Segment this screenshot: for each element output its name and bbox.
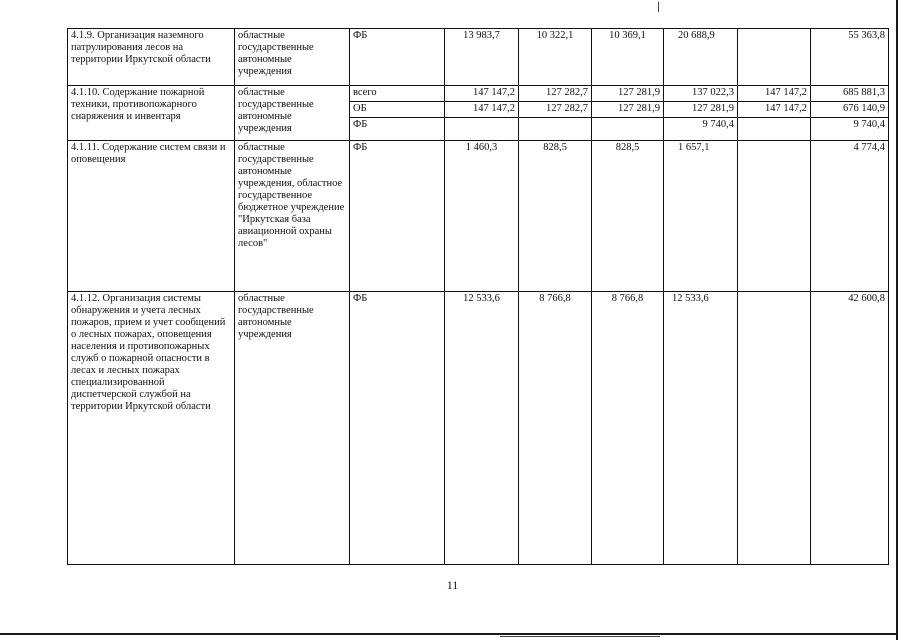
funding-source: всего: [350, 86, 445, 102]
value-cell: 127 281,9: [664, 102, 738, 118]
funding-source: ФБ: [350, 118, 445, 141]
value-cell: 127 281,9: [592, 102, 664, 118]
total-cell: 9 740,4: [811, 118, 889, 141]
value-cell: 1 460,3: [445, 141, 519, 292]
measure-name: 4.1.11. Содержание систем связи и оповещения: [68, 141, 235, 292]
scan-mark: [658, 2, 659, 12]
value-cell: 8 766,8: [519, 292, 592, 565]
measure-name: 4.1.12. Организация системы обнаружения и учета лесных пожаров, прием и учет сообщений о лесных пожарах, оповещения населения и противопожарных служб о пожарной опасности в лесах и лесных пожарах специализированной диспетчерской службой на территории Иркутской области: [68, 292, 235, 565]
funding-source: ОБ: [350, 102, 445, 118]
value-cell: [738, 141, 811, 292]
table-row: [68, 292, 889, 565]
value-cell: 137 022,3: [664, 86, 738, 102]
page-number: 11: [446, 578, 459, 592]
value-cell: 10 322,1: [519, 29, 592, 86]
value-cell: 147 147,2: [738, 86, 811, 102]
funding-source: ФБ: [350, 141, 445, 292]
value-cell: 147 147,2: [738, 102, 811, 118]
value-cell: 12 533,6: [664, 292, 738, 565]
funding-source: ФБ: [350, 292, 445, 565]
value-cell: 10 369,1: [592, 29, 664, 86]
value-cell: 12 533,6: [445, 292, 519, 565]
value-cell: 127 281,9: [592, 86, 664, 102]
value-cell: [445, 118, 519, 141]
total-cell: 676 140,9: [811, 102, 889, 118]
value-cell: 13 983,7: [445, 29, 519, 86]
scan-mark: [500, 636, 660, 637]
measure-name: 4.1.10. Содержание пожарной техники, противопожарного снаряжения и инвентаря: [68, 86, 235, 141]
value-cell: 828,5: [592, 141, 664, 292]
executor-cell: областные государственные автономные учреждения: [235, 86, 350, 141]
total-cell: 4 774,4: [811, 141, 889, 292]
total-cell: 42 600,8: [811, 292, 889, 565]
value-cell: [738, 29, 811, 86]
total-cell: 685 881,3: [811, 86, 889, 102]
value-cell: 20 688,9: [664, 29, 738, 86]
table-row: [68, 86, 889, 102]
executor-cell: областные государственные автономные учреждения, областное государственное бюджетное учреждение "Иркутская база авиационной охраны лесов": [235, 141, 350, 292]
value-cell: 828,5: [519, 141, 592, 292]
scan-edge-bottom: [0, 633, 896, 635]
value-cell: 1 657,1: [664, 141, 738, 292]
value-cell: 8 766,8: [592, 292, 664, 565]
value-cell: 9 740,4: [664, 118, 738, 141]
budget-table: [67, 28, 889, 565]
scan-edge-right: [896, 0, 898, 640]
measure-name: 4.1.9. Организация наземного патрулирования лесов на территории Иркутской области: [68, 29, 235, 86]
table-row: [68, 29, 889, 86]
value-cell: [738, 118, 811, 141]
value-cell: [592, 118, 664, 141]
value-cell: 127 282,7: [519, 86, 592, 102]
funding-source: ФБ: [350, 29, 445, 86]
value-cell: 147 147,2: [445, 102, 519, 118]
value-cell: [519, 118, 592, 141]
value-cell: 147 147,2: [445, 86, 519, 102]
table-row: [68, 141, 889, 292]
executor-cell: областные государственные автономные учреждения: [235, 292, 350, 565]
executor-cell: областные государственные автономные учреждения: [235, 29, 350, 86]
value-cell: 127 282,7: [519, 102, 592, 118]
value-cell: [738, 292, 811, 565]
total-cell: 55 363,8: [811, 29, 889, 86]
